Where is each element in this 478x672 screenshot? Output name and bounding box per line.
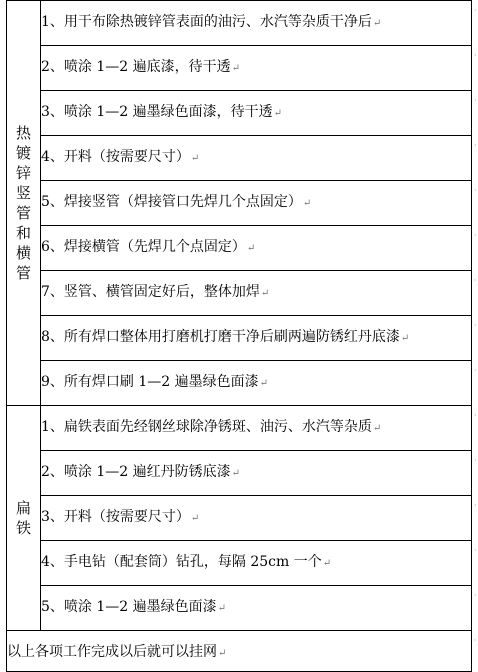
process-steps-table <box>6 0 472 672</box>
table-row <box>7 406 472 451</box>
table-row <box>7 1 472 46</box>
table-row <box>7 181 472 226</box>
step-cell <box>41 406 472 451</box>
step-text: 4、手电钻（配套筒）钻孔，每隔 25cm 一个 <box>41 554 322 570</box>
step-cell <box>41 496 472 541</box>
row-end-mark-icon: · <box>474 365 477 375</box>
step-cell <box>41 1 472 46</box>
row-end-mark-icon: · <box>474 545 477 555</box>
footer-text: 以上各项工作完成以后就可以挂网 <box>7 644 217 660</box>
paragraph-mark-icon: ↵ <box>259 378 269 389</box>
row-end-mark-icon: · <box>474 410 477 420</box>
step-cell <box>41 181 472 226</box>
paragraph-mark-icon: ↵ <box>260 288 270 299</box>
step-cell <box>41 541 472 586</box>
row-end-mark-icon: · <box>474 185 477 195</box>
step-text: 1、用干布除热镀锌管表面的油污、水汽等杂质干净后 <box>41 14 372 30</box>
step-text: 4、开料（按需要尺寸） <box>41 149 190 165</box>
step-text: 2、喷涂 1—2 遍底漆，待干透 <box>41 59 231 75</box>
paragraph-mark-icon: ↵ <box>218 648 227 659</box>
step-text: 5、焊接竖管（焊接管口先焊几个点固定） <box>41 194 302 210</box>
step-text: 3、喷涂 1—2 遍墨绿色面漆，待干透 <box>41 104 273 120</box>
table-row <box>7 226 472 271</box>
footer-cell <box>7 631 472 672</box>
paragraph-mark-icon: ↵ <box>322 558 332 569</box>
row-end-mark-icon: · <box>474 320 477 330</box>
step-cell <box>41 91 472 136</box>
paragraph-mark-icon: ↵ <box>372 18 382 29</box>
step-text: 5、喷涂 1—2 遍墨绿色面漆 <box>41 599 217 615</box>
step-text: 3、开料（按需要尺寸） <box>41 509 190 525</box>
table-row <box>7 541 472 586</box>
step-cell <box>41 586 472 631</box>
paragraph-mark-icon: ↵ <box>372 423 382 434</box>
step-text: 2、喷涂 1—2 遍红丹防锈底漆 <box>41 464 231 480</box>
paragraph-mark-icon: ↵ <box>190 513 200 524</box>
category-cell <box>7 406 41 631</box>
paragraph-mark-icon: ↵ <box>400 333 410 344</box>
paragraph-mark-icon: ↵ <box>302 198 312 209</box>
table-row <box>7 136 472 181</box>
step-text: 8、所有焊口整体用打磨机打磨干净后刷两遍防锈红丹底漆 <box>41 329 400 345</box>
category-cell <box>7 1 41 406</box>
step-text: 6、焊接横管（先焊几个点固定） <box>41 239 246 255</box>
paragraph-mark-icon: ↵ <box>217 603 227 614</box>
table-row <box>7 271 472 316</box>
table-row <box>7 451 472 496</box>
row-end-mark-icon: · <box>474 590 477 600</box>
step-cell <box>41 316 472 361</box>
row-end-mark-icon: · <box>474 140 477 150</box>
step-cell <box>41 361 472 406</box>
paragraph-mark-icon: ↵ <box>190 153 200 164</box>
step-cell <box>41 136 472 181</box>
row-end-mark-icon: · <box>474 500 477 510</box>
row-end-mark-icon: · <box>474 455 477 465</box>
row-end-mark-icon: · <box>474 5 477 15</box>
step-cell <box>41 46 472 91</box>
step-cell <box>41 451 472 496</box>
paragraph-mark-icon: ↵ <box>231 468 241 479</box>
category-label: 热镀锌竖管和横管 <box>15 124 31 282</box>
row-end-mark-icon: · <box>474 275 477 285</box>
category-label: 扁铁 <box>15 499 31 537</box>
step-text: 9、所有焊口刷 1—2 遍墨绿色面漆 <box>41 374 259 390</box>
step-cell <box>41 271 472 316</box>
table-row <box>7 316 472 361</box>
step-text: 1、扁铁表面先经钢丝球除净锈斑、油污、水汽等杂质 <box>41 419 372 435</box>
row-end-mark-icon: · <box>474 230 477 240</box>
paragraph-mark-icon: ↵ <box>231 63 241 74</box>
step-text: 7、竖管、横管固定好后，整体加焊 <box>41 284 260 300</box>
table-row <box>7 91 472 136</box>
table-row <box>7 361 472 406</box>
paragraph-mark-icon: ↵ <box>273 108 283 119</box>
table-row <box>7 496 472 541</box>
paragraph-mark-icon: ↵ <box>246 243 256 254</box>
table-row <box>7 46 472 91</box>
row-end-mark-icon: · <box>474 95 477 105</box>
step-cell <box>41 226 472 271</box>
table-row <box>7 631 472 672</box>
table-row <box>7 586 472 631</box>
row-end-mark-icon: · <box>474 635 477 645</box>
row-end-mark-icon: · <box>474 50 477 60</box>
